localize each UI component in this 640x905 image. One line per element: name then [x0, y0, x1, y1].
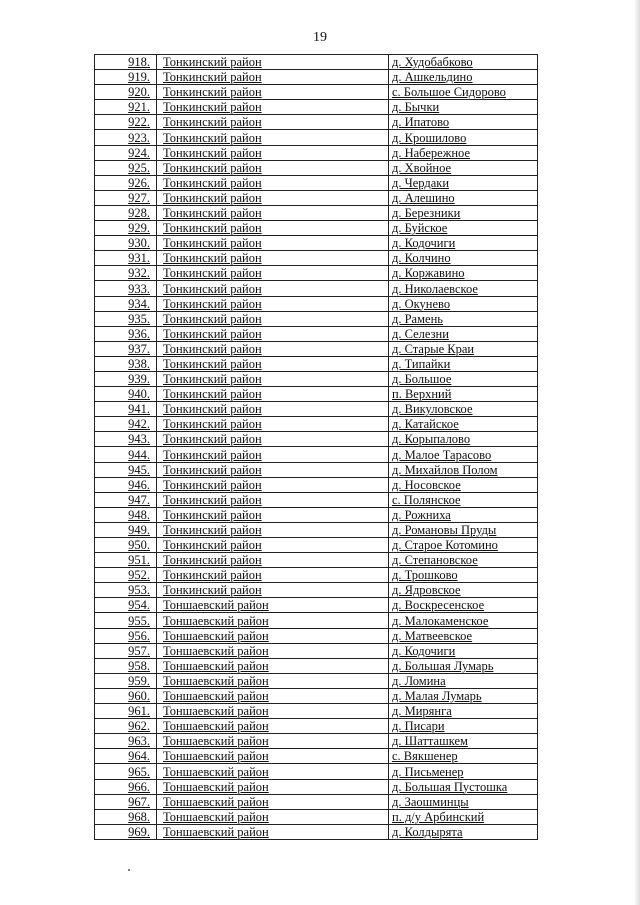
- row-number: 947.: [95, 492, 157, 507]
- district-cell: Тоншаевский район: [157, 673, 389, 688]
- district-cell: Тонкинский район: [157, 70, 389, 85]
- row-number: 952.: [95, 568, 157, 583]
- table-row: [95, 55, 538, 70]
- row-number: 968.: [95, 809, 157, 824]
- table-row: [95, 100, 538, 115]
- settlement-cell: д. Кодочиги: [389, 643, 538, 658]
- settlement-cell: д. Ашкельдино: [389, 70, 538, 85]
- settlement-cell: д. Окунево: [389, 296, 538, 311]
- row-number: 930.: [95, 236, 157, 251]
- table-row: [95, 145, 538, 160]
- settlement-cell: п. Верхний: [389, 387, 538, 402]
- settlements-table: [94, 54, 538, 840]
- table-row: [95, 160, 538, 175]
- district-cell: Тоншаевский район: [157, 764, 389, 779]
- row-number: 951.: [95, 553, 157, 568]
- table-row: [95, 598, 538, 613]
- row-number: 946.: [95, 477, 157, 492]
- table-row: [95, 628, 538, 643]
- row-number: 959.: [95, 673, 157, 688]
- district-cell: Тоншаевский район: [157, 734, 389, 749]
- settlement-cell: д. Селезни: [389, 326, 538, 341]
- district-cell: Тоншаевский район: [157, 643, 389, 658]
- settlement-cell: д. Березники: [389, 205, 538, 220]
- row-number: 962.: [95, 719, 157, 734]
- district-cell: Тоншаевский район: [157, 749, 389, 764]
- settlement-cell: д. Ипатово: [389, 115, 538, 130]
- row-number: 918.: [95, 55, 157, 70]
- row-number: 964.: [95, 749, 157, 764]
- district-cell: Тоншаевский район: [157, 688, 389, 703]
- district-cell: Тонкинский район: [157, 387, 389, 402]
- row-number: 949.: [95, 522, 157, 537]
- row-number: 958.: [95, 658, 157, 673]
- district-cell: Тонкинский район: [157, 477, 389, 492]
- district-cell: Тоншаевский район: [157, 628, 389, 643]
- district-cell: Тонкинский район: [157, 538, 389, 553]
- settlement-cell: д. Шатташкем: [389, 734, 538, 749]
- district-cell: Тонкинский район: [157, 190, 389, 205]
- row-number: 940.: [95, 387, 157, 402]
- table-row: [95, 522, 538, 537]
- settlement-cell: д. Викуловское: [389, 402, 538, 417]
- table-row: [95, 236, 538, 251]
- table-row: [95, 281, 538, 296]
- district-cell: Тонкинский район: [157, 402, 389, 417]
- district-cell: Тонкинский район: [157, 55, 389, 70]
- row-number: 944.: [95, 447, 157, 462]
- district-cell: Тонкинский район: [157, 522, 389, 537]
- settlement-cell: д. Малокаменское: [389, 613, 538, 628]
- settlement-cell: д. Малое Тарасово: [389, 447, 538, 462]
- district-cell: Тоншаевский район: [157, 779, 389, 794]
- row-number: 923.: [95, 130, 157, 145]
- row-number: 938.: [95, 356, 157, 371]
- table-row: [95, 749, 538, 764]
- table-row: [95, 205, 538, 220]
- settlement-cell: д. Чердаки: [389, 175, 538, 190]
- row-number: 919.: [95, 70, 157, 85]
- row-number: 956.: [95, 628, 157, 643]
- settlement-cell: д. Заошминцы: [389, 794, 538, 809]
- settlement-cell: д. Буйское: [389, 221, 538, 236]
- district-cell: Тоншаевский район: [157, 824, 389, 839]
- settlement-cell: д. Колчино: [389, 251, 538, 266]
- row-number: 928.: [95, 205, 157, 220]
- district-cell: Тонкинский район: [157, 356, 389, 371]
- settlements-table-container: [94, 54, 537, 840]
- settlement-cell: д. Воскресенское: [389, 598, 538, 613]
- district-cell: Тонкинский район: [157, 175, 389, 190]
- settlement-cell: д. Ломина: [389, 673, 538, 688]
- table-row: [95, 613, 538, 628]
- district-cell: Тонкинский район: [157, 130, 389, 145]
- settlement-cell: д. Малая Лумарь: [389, 688, 538, 703]
- district-cell: Тоншаевский район: [157, 704, 389, 719]
- row-number: 967.: [95, 794, 157, 809]
- settlement-cell: д. Матвеевское: [389, 628, 538, 643]
- settlement-cell: д. Носовское: [389, 477, 538, 492]
- table-row: [95, 371, 538, 386]
- district-cell: Тонкинский район: [157, 115, 389, 130]
- table-row: [95, 734, 538, 749]
- settlement-cell: д. Рожниха: [389, 507, 538, 522]
- settlement-cell: д. Коржавино: [389, 266, 538, 281]
- row-number: 942.: [95, 417, 157, 432]
- settlement-cell: д. Кодочиги: [389, 236, 538, 251]
- scan-speck: [128, 869, 130, 871]
- district-cell: Тонкинский район: [157, 221, 389, 236]
- settlement-cell: д. Крошилово: [389, 130, 538, 145]
- settlement-cell: д. Трошково: [389, 568, 538, 583]
- table-row: [95, 70, 538, 85]
- row-number: 955.: [95, 613, 157, 628]
- row-number: 926.: [95, 175, 157, 190]
- district-cell: Тонкинский район: [157, 251, 389, 266]
- district-cell: Тонкинский район: [157, 507, 389, 522]
- settlement-cell: д. Степановское: [389, 553, 538, 568]
- table-row: [95, 688, 538, 703]
- settlement-cell: д. Типайки: [389, 356, 538, 371]
- settlement-cell: д. Бычки: [389, 100, 538, 115]
- settlement-cell: д. Писари: [389, 719, 538, 734]
- row-number: 922.: [95, 115, 157, 130]
- row-number: 933.: [95, 281, 157, 296]
- settlement-cell: с. Большое Сидорово: [389, 85, 538, 100]
- row-number: 934.: [95, 296, 157, 311]
- table-row: [95, 704, 538, 719]
- district-cell: Тонкинский район: [157, 311, 389, 326]
- district-cell: Тонкинский район: [157, 281, 389, 296]
- settlement-cell: д. Старое Котомино: [389, 538, 538, 553]
- row-number: 936.: [95, 326, 157, 341]
- settlement-cell: д. Михайлов Полом: [389, 462, 538, 477]
- page-edge-shadow: [634, 0, 640, 905]
- row-number: 969.: [95, 824, 157, 839]
- row-number: 963.: [95, 734, 157, 749]
- district-cell: Тонкинский район: [157, 160, 389, 175]
- row-number: 965.: [95, 764, 157, 779]
- row-number: 939.: [95, 371, 157, 386]
- table-row: [95, 583, 538, 598]
- row-number: 935.: [95, 311, 157, 326]
- district-cell: Тонкинский район: [157, 296, 389, 311]
- district-cell: Тоншаевский район: [157, 658, 389, 673]
- district-cell: Тонкинский район: [157, 462, 389, 477]
- settlement-cell: д. Большая Лумарь: [389, 658, 538, 673]
- row-number: 927.: [95, 190, 157, 205]
- table-row: [95, 251, 538, 266]
- settlement-cell: д. Мирянга: [389, 704, 538, 719]
- settlement-cell: д. Худобабково: [389, 55, 538, 70]
- table-row: [95, 296, 538, 311]
- row-number: 932.: [95, 266, 157, 281]
- table-row: [95, 643, 538, 658]
- table-row: [95, 553, 538, 568]
- table-row: [95, 477, 538, 492]
- table-row: [95, 341, 538, 356]
- row-number: 943.: [95, 432, 157, 447]
- table-body: [95, 55, 538, 840]
- table-row: [95, 356, 538, 371]
- district-cell: Тонкинский район: [157, 447, 389, 462]
- settlement-cell: с. Полянское: [389, 492, 538, 507]
- row-number: 921.: [95, 100, 157, 115]
- table-row: [95, 719, 538, 734]
- district-cell: Тонкинский район: [157, 266, 389, 281]
- table-row: [95, 568, 538, 583]
- table-row: [95, 794, 538, 809]
- row-number: 957.: [95, 643, 157, 658]
- row-number: 937.: [95, 341, 157, 356]
- district-cell: Тонкинский район: [157, 100, 389, 115]
- settlement-cell: д. Большое: [389, 371, 538, 386]
- table-row: [95, 190, 538, 205]
- table-row: [95, 311, 538, 326]
- table-row: [95, 507, 538, 522]
- district-cell: Тоншаевский район: [157, 598, 389, 613]
- district-cell: Тонкинский район: [157, 492, 389, 507]
- settlement-cell: д. Набережное: [389, 145, 538, 160]
- district-cell: Тонкинский район: [157, 85, 389, 100]
- district-cell: Тонкинский район: [157, 205, 389, 220]
- table-row: [95, 658, 538, 673]
- table-row: [95, 673, 538, 688]
- district-cell: Тонкинский район: [157, 568, 389, 583]
- table-row: [95, 326, 538, 341]
- district-cell: Тонкинский район: [157, 432, 389, 447]
- table-row: [95, 175, 538, 190]
- row-number: 954.: [95, 598, 157, 613]
- settlement-cell: п. д/у Арбинский: [389, 809, 538, 824]
- row-number: 941.: [95, 402, 157, 417]
- row-number: 948.: [95, 507, 157, 522]
- district-cell: Тоншаевский район: [157, 809, 389, 824]
- district-cell: Тонкинский район: [157, 417, 389, 432]
- page-number: 19: [313, 30, 327, 45]
- settlement-cell: д. Старые Краи: [389, 341, 538, 356]
- row-number: 953.: [95, 583, 157, 598]
- row-number: 924.: [95, 145, 157, 160]
- table-row: [95, 462, 538, 477]
- district-cell: Тонкинский район: [157, 371, 389, 386]
- settlement-cell: д. Письменер: [389, 764, 538, 779]
- settlement-cell: д. Алешино: [389, 190, 538, 205]
- settlement-cell: с. Вякшенер: [389, 749, 538, 764]
- district-cell: Тоншаевский район: [157, 613, 389, 628]
- settlement-cell: д. Николаевское: [389, 281, 538, 296]
- row-number: 961.: [95, 704, 157, 719]
- settlement-cell: д. Колдырята: [389, 824, 538, 839]
- table-row: [95, 221, 538, 236]
- table-row: [95, 266, 538, 281]
- district-cell: Тонкинский район: [157, 583, 389, 598]
- table-row: [95, 779, 538, 794]
- district-cell: Тонкинский район: [157, 236, 389, 251]
- table-row: [95, 85, 538, 100]
- row-number: 925.: [95, 160, 157, 175]
- row-number: 950.: [95, 538, 157, 553]
- table-row: [95, 447, 538, 462]
- table-row: [95, 402, 538, 417]
- table-row: [95, 432, 538, 447]
- settlement-cell: д. Корыпалово: [389, 432, 538, 447]
- table-row: [95, 387, 538, 402]
- settlement-cell: д. Катайское: [389, 417, 538, 432]
- district-cell: Тонкинский район: [157, 326, 389, 341]
- row-number: 960.: [95, 688, 157, 703]
- settlement-cell: д. Романовы Пруды: [389, 522, 538, 537]
- district-cell: Тоншаевский район: [157, 794, 389, 809]
- settlement-cell: д. Хвойное: [389, 160, 538, 175]
- row-number: 929.: [95, 221, 157, 236]
- table-row: [95, 492, 538, 507]
- row-number: 931.: [95, 251, 157, 266]
- settlement-cell: д. Большая Пустошка: [389, 779, 538, 794]
- row-number: 966.: [95, 779, 157, 794]
- table-row: [95, 764, 538, 779]
- row-number: 920.: [95, 85, 157, 100]
- table-row: [95, 824, 538, 839]
- district-cell: Тонкинский район: [157, 341, 389, 356]
- table-row: [95, 417, 538, 432]
- settlement-cell: д. Ядровское: [389, 583, 538, 598]
- table-row: [95, 538, 538, 553]
- district-cell: Тоншаевский район: [157, 719, 389, 734]
- table-row: [95, 809, 538, 824]
- district-cell: Тонкинский район: [157, 145, 389, 160]
- district-cell: Тонкинский район: [157, 553, 389, 568]
- table-row: [95, 115, 538, 130]
- settlement-cell: д. Рамень: [389, 311, 538, 326]
- row-number: 945.: [95, 462, 157, 477]
- table-row: [95, 130, 538, 145]
